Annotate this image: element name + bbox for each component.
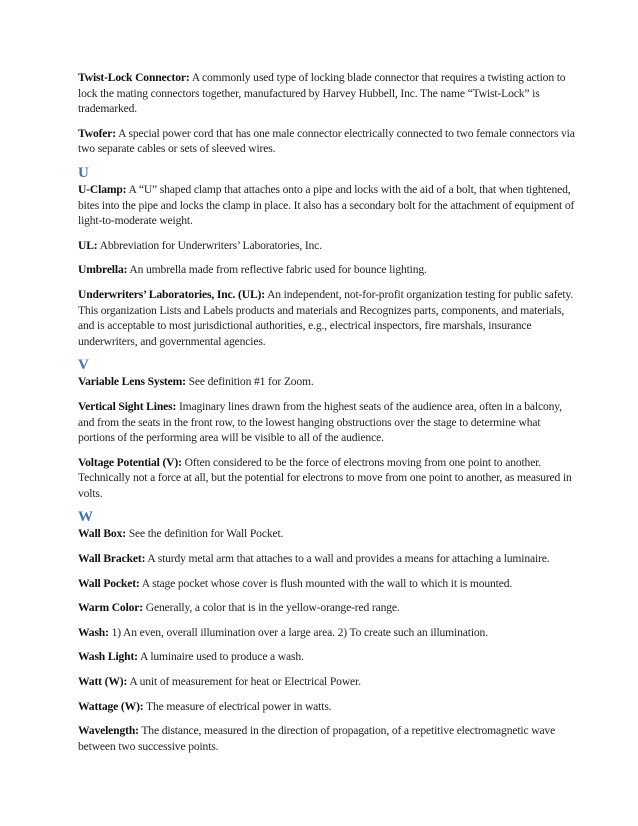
glossary-entry [78,374,578,390]
glossary-definition: Abbreviation for Underwriters’ Laboratories, Inc. [99,238,322,252]
glossary-definition: A luminaire used to produce a wash. [140,650,304,664]
glossary-entry [78,723,578,754]
glossary-definition: A sturdy metal arm that attaches to a wall and provides a means for attaching a luminaire. [147,552,550,566]
glossary-definition: Generally, a color that is in the yellow-orange-red range. [145,601,400,615]
glossary-definition: 1) An even, overall illumination over a large area. 2) To create such an illumination. [111,625,488,639]
section-letter-u: U [78,164,89,181]
glossary-term: Vertical Sight Lines: [78,399,177,413]
glossary-definition: Often considered to be the force of electrons moving from one point to another. Technically not a force at all, but the potential for electrons to move from one point to another, as measured in volts. [78,455,572,500]
glossary-term: Wavelength: [78,724,139,738]
glossary-term: Umbrella: [78,263,128,277]
glossary-entry [78,576,578,592]
glossary-term: Twofer: [78,126,117,140]
glossary-entry [78,70,578,117]
glossary-term: Wash: [78,625,109,639]
glossary-definition: A stage pocket whose cover is flush mounted with the wall to which it is mounted. [141,576,513,590]
glossary-definition: See the definition for Wall Pocket. [128,527,284,541]
glossary-definition: A commonly used type of locking blade connector that requires a twisting action to lock the mating connectors together, manufactured by Harvey Hubbell, Inc. The name “Twist-Lock” is trademarked. [78,71,566,116]
glossary-entry [78,551,578,567]
glossary-definition: An umbrella made from reflective fabric used for bounce lighting. [129,263,427,277]
glossary-definition: Imaginary lines drawn from the highest seats of the audience area, often in a balcony, and from the seats in the front row, to the lowest hanging obstructions over the stage to determine what portions of the performing area will be visible to all of the audience. [78,399,562,445]
section-letter-v: V [78,357,89,374]
glossary-entry [78,649,578,665]
glossary-entry [78,238,578,254]
glossary-entry [78,526,578,542]
glossary-term: Wall Pocket: [78,576,140,590]
glossary-entry [78,699,578,715]
glossary-term: Warm Color: [78,601,143,615]
glossary-entry [78,262,578,278]
glossary-entry [78,399,578,446]
glossary-entry [78,126,578,157]
glossary-entry [78,625,578,641]
glossary-entry [78,674,578,690]
glossary-definition: The distance, measured in the direction of propagation, of a repetitive electromagnetic wave between two successive points. [78,724,556,753]
glossary-term: Wattage (W): [78,699,144,713]
glossary-entry [78,455,578,502]
glossary-entry [78,600,578,616]
glossary-page [78,70,578,763]
glossary-definition: See definition #1 for Zoom. [188,375,314,389]
glossary-term: Wall Bracket: [78,552,146,566]
glossary-entry [78,287,578,349]
glossary-term: Watt (W): [78,675,128,689]
glossary-definition: An independent, not-for-profit organization testing for public safety. This organization Lists and Labels products and materials and Recognizes parts, components, and materials, and is acceptable to most jurisdictional authorities, e.g., electrical inspectors, fire marshals, insurance underwriters, and governmental agencies. [78,287,574,348]
glossary-term: Twist-Lock Connector: [78,71,190,84]
glossary-term: UL: [78,238,98,252]
glossary-term: U-Clamp: [78,182,127,196]
glossary-entry [78,182,578,229]
glossary-term: Underwriters’ Laboratories, Inc. (UL): [78,287,265,301]
glossary-definition: The measure of electrical power in watts. [146,699,332,713]
glossary-term: Variable Lens System: [78,375,186,389]
glossary-definition: A special power cord that has one male connector electrically connected to two female connectors via two separate cables or sets of sleeved wires. [78,126,575,156]
glossary-term: Wall Box: [78,527,126,541]
glossary-definition: A unit of measurement for heat or Electrical Power. [129,675,361,689]
section-letter-w: W [78,509,93,526]
glossary-definition: A “U” shaped clamp that attaches onto a pipe and locks with the aid of a bolt, that when tightened, bites into the pipe and locks the clamp in place. It also has a secondary bolt for the attachment of equipment of light-to-moderate weight. [78,182,575,228]
glossary-term: Voltage Potential (V): [78,455,182,469]
glossary-term: Wash Light: [78,650,138,664]
